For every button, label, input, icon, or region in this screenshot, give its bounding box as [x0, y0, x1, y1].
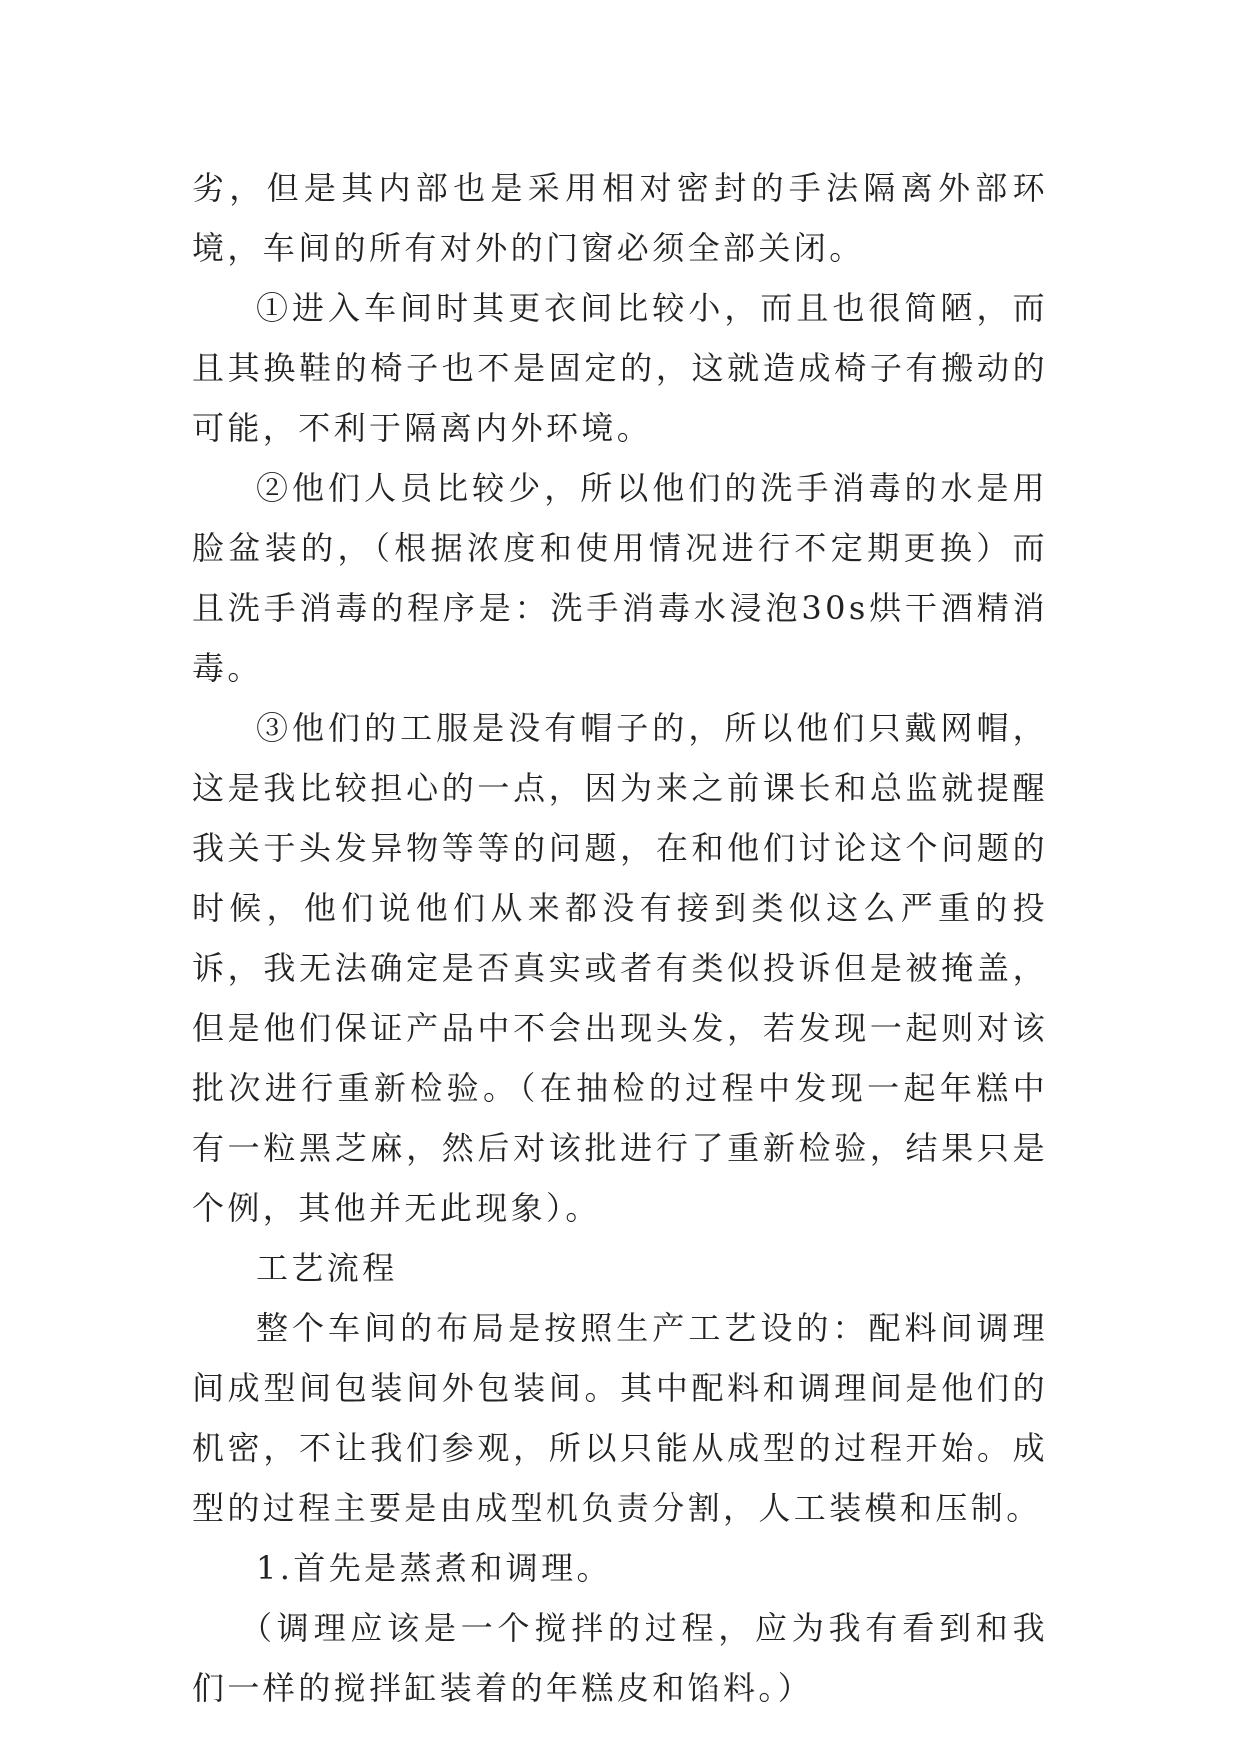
- paragraph-continuation: 劣，但是其内部也是采用相对密封的手法隔离外部环境，车间的所有对外的门窗必须全部关闭。: [192, 169, 1048, 267]
- paragraph-item-1: ①进入车间时其更衣间比较小，而且也很简陋，而且其换鞋的椅子也不是固定的，这就造成椅子有搬动的可能，不利于隔离内外环境。: [192, 289, 1048, 447]
- paragraph-step-1: 1.首先是蒸煮和调理。: [256, 1549, 612, 1587]
- document-body: [192, 158, 1048, 1718]
- paragraph-note: （调理应该是一个搅拌的过程，应为我有看到和我们一样的搅拌缸装着的年糕皮和馅料。）: [192, 1609, 1048, 1707]
- paragraph-layout: 整个车间的布局是按照生产工艺设的：配料间调理间成型间包装间外包装间。其中配料和调理间是他们的机密，不让我们参观，所以只能从成型的过程开始。成型的过程主要是由成型机负责分割，人工装模和压制。: [192, 1309, 1048, 1527]
- section-heading-process: 工艺流程: [256, 1249, 398, 1287]
- paragraph-item-3: ③他们的工服是没有帽子的，所以他们只戴网帽，这是我比较担心的一点，因为来之前课长和总监就提醒我关于头发异物等等的问题，在和他们讨论这个问题的时候，他们说他们从来都没有接到类似这么严重的投诉，我无法确定是否真实或者有类似投诉但是被掩盖，但是他们保证产品中不会出现头发，若发现一起则对该批次进行重新检验。（在抽检的过程中发现一起年糕中有一粒黑芝麻，然后对该批进行了重新检验，结果只是个例，其他并无此现象）。: [192, 709, 1048, 1227]
- paragraph-item-2: ②他们人员比较少，所以他们的洗手消毒的水是用脸盆装的，（根据浓度和使用情况进行不定期更换）而且洗手消毒的程序是：洗手消毒水浸泡30s烘干酒精消毒。: [192, 469, 1048, 687]
